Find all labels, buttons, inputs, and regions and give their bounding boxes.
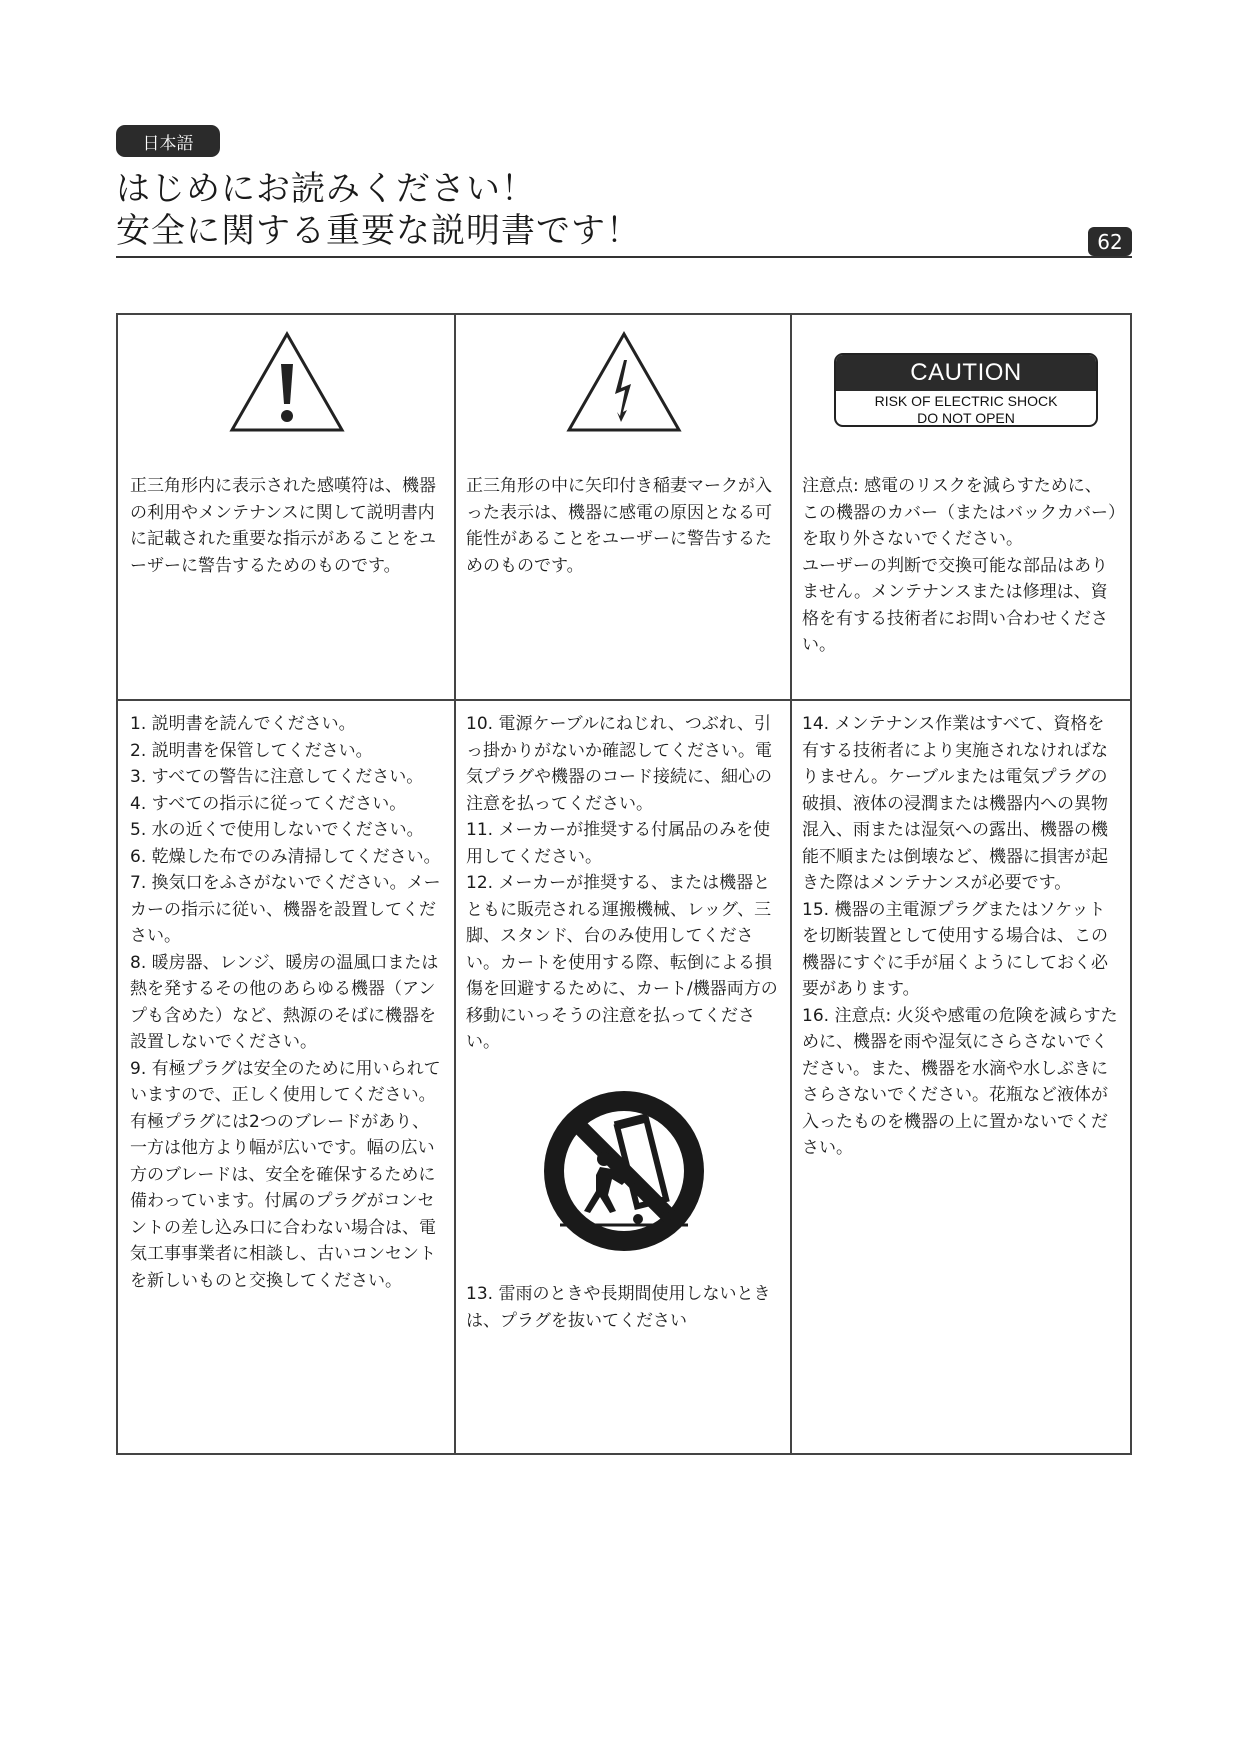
instruction-item: 7. 換気口をふさがないでください。メーカーの指示に従い、機器を設置してください。 [130,873,441,946]
instruction-item: 12. メーカーが推奨する、または機器とともに販売される運搬機械、レッグ、三脚、スタンド、台のみ使用してください。カートを使用する際、転倒による損傷を回避するために、カート/機器両方の移動にいっそうの注意を払ってください。 [466,873,778,1052]
instruction-item: 11. メーカーが推奨する付属品のみを使用してください。 [466,820,771,867]
column-divider-1 [454,315,456,1453]
caution-title: CAUTION [836,355,1096,391]
page-number: 62 [1088,227,1132,256]
title-line-2: 安全に関する重要な説明書です！ [116,211,641,251]
instructions-column-2 [466,711,782,1056]
caution-line-1: RISK OF ELECTRIC SHOCK [874,393,1058,409]
title-line-1: はじめにお読みください！ [116,169,536,209]
instruction-item: 1. 説明書を読んでください。 [130,714,356,734]
page-title [116,168,641,252]
instruction-item: 14. メンテナンス作業はすべて、資格を有する技術者により実施されなければなりません。ケーブルまたは電気プラグの破損、液体の浸潤または機器内への異物混入、雨または湿気への露出、機器の機能不順または倒壊など、機器に損害が起きた際はメンテナンスが必要です。 [802,714,1108,893]
instruction-item: 10. 電源ケーブルにねじれ、つぶれ、引っ掛かりがないか確認してください。電気プラグや機器のコード接続に、細心の注意を払ってください。 [466,714,772,814]
instruction-item: 5. 水の近くで使用しないでください。 [130,820,424,840]
title-divider [116,256,1132,258]
caution-line-2: DO NOT OPEN [917,410,1015,426]
exclamation-description: 正三角形内に表示された感嘆符は、機器の利用やメンテナンスに関して説明書内に記載された重要な指示があることをユーザーに警告するためのものです。 [130,476,436,576]
instruction-item: 16. 注意点: 火災や感電の危険を減らすために、機器を雨や湿気にさらさないでください。また、機器を水滴や水しぶきにさらさないでください。花瓶など液体が入ったものを機器の上に置かないでください。 [802,1005,1118,1158]
language-badge: 日本語 [116,125,220,157]
caution-paragraph-2: ユーザーの判断で交換可能な部品はありません。メンテナンスまたは修理は、資格を有する技術者にお問い合わせください。 [802,555,1108,655]
instruction-item: 2. 説明書を保管してください。 [130,740,373,761]
safety-table [116,313,1132,1455]
portable-cart-warning-icon [542,1089,706,1253]
instruction-item: 4. すべての指示に従ってください。 [130,793,407,814]
row-divider [118,699,1130,701]
column-divider-2 [790,315,792,1453]
caution-description [802,473,1118,659]
lightning-description: 正三角形の中に矢印付き稲妻マークが入った表示は、機器に感電の原因となる可能性があることをユーザーに警告するためのものです。 [466,476,772,576]
instructions-column-1 [130,711,446,1294]
caution-label [834,353,1098,427]
caution-paragraph-1: 注意点: 感電のリスクを減らすために、この機器のカバー（またはバックカバー）を取り外さないでください。 [802,476,1117,549]
instruction-item: 15. 機器の主電源プラグまたはソケットを切断装置として使用する場合は、この機器にすぐに手が届くようにしておく必要があります。 [802,899,1108,999]
instruction-item: 6. 乾燥した布でのみ清掃してください。 [130,846,441,867]
instruction-item: 8. 暖房器、レンジ、暖房の温風口または熱を発するその他のあらゆる機器（アンプも含めた）など、熱源のそばに機器を設置しないでください。 [130,952,439,1052]
instructions-column-3 [802,711,1118,1162]
instruction-item: 9. 有極プラグは安全のために用いられていますので、正しく使用してください。有極プラグには2つのブレードがあり、一方は他方より幅が広いです。幅の広い方のブレードは、安全を確保するために備わっています。付属のプラグがコンセントの差し込み口に合わない場合は、電気工事事業者に相談し、古いコンセントを新しいものと交換してください。 [130,1058,441,1291]
instruction-13: 13. 雷雨のときや長期間使用しないときは、プラグを抜いてください [466,1284,771,1331]
warning-exclamation-triangle-icon [228,330,346,434]
lightning-bolt-triangle-icon [565,330,683,434]
instruction-item: 3. すべての警告に注意してください。 [130,767,424,787]
